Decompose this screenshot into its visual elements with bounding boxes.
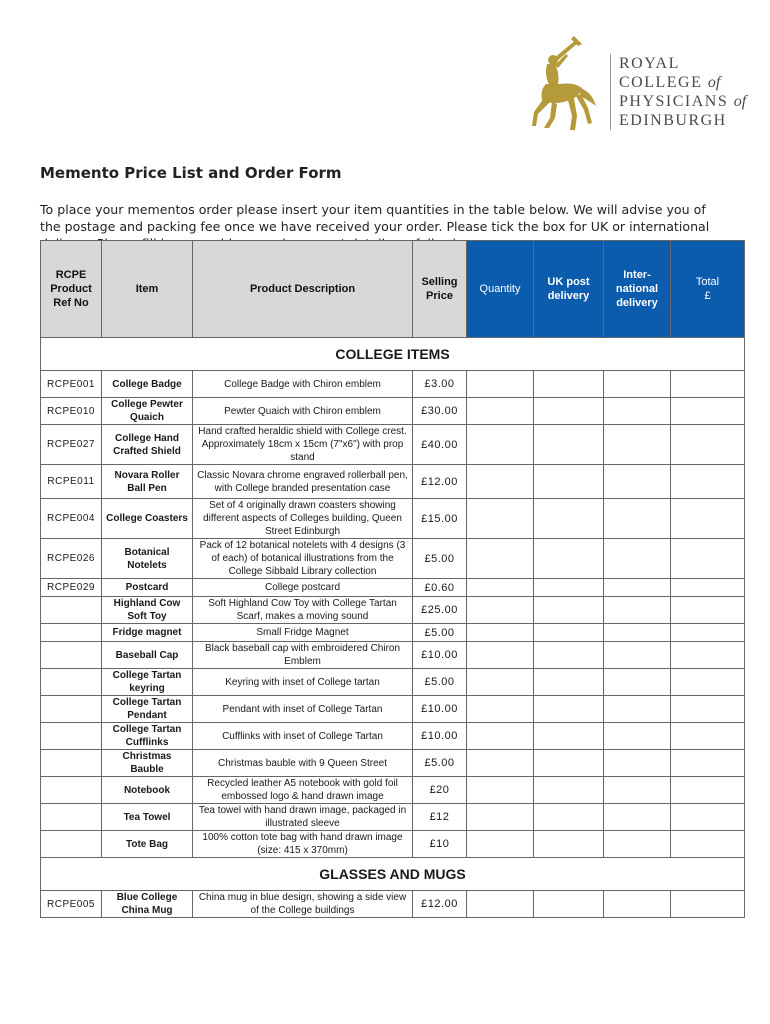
- total-cell: [671, 624, 745, 642]
- item-name-cell: College Badge: [102, 371, 193, 398]
- quantity-input-cell[interactable]: [467, 398, 534, 425]
- product-ref-cell: [41, 696, 102, 723]
- total-cell: [671, 425, 745, 465]
- uk-delivery-checkbox-cell[interactable]: [534, 579, 604, 597]
- total-cell: [671, 499, 745, 539]
- logo-line-royal: ROYAL: [619, 55, 680, 72]
- international-delivery-checkbox-cell[interactable]: [604, 398, 671, 425]
- price-cell: £0.60: [413, 579, 467, 597]
- item-name-cell: Novara Roller Ball Pen: [102, 465, 193, 499]
- price-cell: £5.00: [413, 750, 467, 777]
- table-row: [41, 425, 745, 465]
- international-delivery-checkbox-cell[interactable]: [604, 371, 671, 398]
- table-row: [41, 804, 745, 831]
- description-cell: Recycled leather A5 notebook with gold foil embossed logo & hand drawn image: [193, 777, 413, 804]
- quantity-input-cell[interactable]: [467, 499, 534, 539]
- chiron-emblem-icon: [524, 34, 604, 134]
- quantity-input-cell[interactable]: [467, 642, 534, 669]
- quantity-input-cell[interactable]: [467, 804, 534, 831]
- item-name-cell: Highland Cow Soft Toy: [102, 597, 193, 624]
- table-row: [41, 831, 745, 858]
- total-cell: [671, 465, 745, 499]
- description-cell: Cufflinks with inset of College Tartan: [193, 723, 413, 750]
- product-ref-cell: [41, 723, 102, 750]
- price-cell: £5.00: [413, 669, 467, 696]
- total-cell: [671, 539, 745, 579]
- section-row: [41, 858, 745, 891]
- uk-delivery-checkbox-cell[interactable]: [534, 804, 604, 831]
- total-cell: [671, 579, 745, 597]
- uk-delivery-checkbox-cell[interactable]: [534, 750, 604, 777]
- quantity-input-cell[interactable]: [467, 891, 534, 918]
- item-name-cell: Blue College China Mug: [102, 891, 193, 918]
- item-name-cell: Botanical Notelets: [102, 539, 193, 579]
- price-cell: £25.00: [413, 597, 467, 624]
- description-cell: 100% cotton tote bag with hand drawn image (size: 415 x 370mm): [193, 831, 413, 858]
- description-cell: China mug in blue design, showing a side view of the College buildings: [193, 891, 413, 918]
- table-row: [41, 539, 745, 579]
- logo-line-edinburgh: EDINBURGH: [619, 112, 727, 129]
- international-delivery-checkbox-cell[interactable]: [604, 696, 671, 723]
- table-row: [41, 499, 745, 539]
- table-row: [41, 777, 745, 804]
- price-cell: £12.00: [413, 891, 467, 918]
- table-row: [41, 398, 745, 425]
- header-quantity: Quantity: [467, 241, 534, 338]
- section-title: COLLEGE ITEMS: [41, 338, 745, 371]
- item-name-cell: Notebook: [102, 777, 193, 804]
- international-delivery-checkbox-cell[interactable]: [604, 750, 671, 777]
- total-cell: [671, 642, 745, 669]
- description-cell: College postcard: [193, 579, 413, 597]
- international-delivery-checkbox-cell[interactable]: [604, 579, 671, 597]
- product-ref-cell: [41, 624, 102, 642]
- total-cell: [671, 696, 745, 723]
- international-delivery-checkbox-cell[interactable]: [604, 499, 671, 539]
- product-ref-cell: RCPE005: [41, 891, 102, 918]
- quantity-input-cell[interactable]: [467, 669, 534, 696]
- table-row: [41, 624, 745, 642]
- total-cell: [671, 669, 745, 696]
- item-name-cell: College Tartan keyring: [102, 669, 193, 696]
- price-cell: £12.00: [413, 465, 467, 499]
- uk-delivery-checkbox-cell[interactable]: [534, 371, 604, 398]
- international-delivery-checkbox-cell[interactable]: [604, 891, 671, 918]
- price-cell: £5.00: [413, 624, 467, 642]
- college-logo: [524, 34, 747, 134]
- section-row: [41, 338, 745, 371]
- item-name-cell: Tote Bag: [102, 831, 193, 858]
- international-delivery-checkbox-cell[interactable]: [604, 624, 671, 642]
- uk-delivery-checkbox-cell[interactable]: [534, 465, 604, 499]
- description-cell: Black baseball cap with embroidered Chiron Emblem: [193, 642, 413, 669]
- table-row: [41, 579, 745, 597]
- international-delivery-checkbox-cell[interactable]: [604, 804, 671, 831]
- uk-delivery-checkbox-cell[interactable]: [534, 723, 604, 750]
- description-cell: Pewter Quaich with Chiron emblem: [193, 398, 413, 425]
- header-item: Item: [102, 241, 193, 338]
- item-name-cell: College Hand Crafted Shield: [102, 425, 193, 465]
- item-name-cell: College Coasters: [102, 499, 193, 539]
- table-row: [41, 371, 745, 398]
- price-cell: £10.00: [413, 696, 467, 723]
- logo-line-college: COLLEGE of: [619, 74, 721, 91]
- price-cell: £20: [413, 777, 467, 804]
- price-cell: £40.00: [413, 425, 467, 465]
- international-delivery-checkbox-cell[interactable]: [604, 465, 671, 499]
- total-cell: [671, 750, 745, 777]
- header-international-delivery: Inter- national delivery: [604, 241, 671, 338]
- price-cell: £12: [413, 804, 467, 831]
- product-ref-cell: [41, 777, 102, 804]
- section-title: GLASSES AND MUGS: [41, 858, 745, 891]
- uk-delivery-checkbox-cell[interactable]: [534, 597, 604, 624]
- price-cell: £10: [413, 831, 467, 858]
- total-cell: [671, 804, 745, 831]
- product-ref-cell: [41, 831, 102, 858]
- price-cell: £5.00: [413, 539, 467, 579]
- quantity-input-cell[interactable]: [467, 777, 534, 804]
- international-delivery-checkbox-cell[interactable]: [604, 597, 671, 624]
- table-row: [41, 723, 745, 750]
- product-ref-cell: RCPE001: [41, 371, 102, 398]
- product-ref-cell: RCPE027: [41, 425, 102, 465]
- description-cell: Christmas bauble with 9 Queen Street: [193, 750, 413, 777]
- table-row: [41, 597, 745, 624]
- item-name-cell: Postcard: [102, 579, 193, 597]
- uk-delivery-checkbox-cell[interactable]: [534, 624, 604, 642]
- description-cell: Set of 4 originally drawn coasters showing different aspects of Colleges building, Queen Street Edinburgh: [193, 499, 413, 539]
- quantity-input-cell[interactable]: [467, 465, 534, 499]
- item-name-cell: College Tartan Cufflinks: [102, 723, 193, 750]
- international-delivery-checkbox-cell[interactable]: [604, 831, 671, 858]
- uk-delivery-checkbox-cell[interactable]: [534, 499, 604, 539]
- international-delivery-checkbox-cell[interactable]: [604, 777, 671, 804]
- total-cell: [671, 371, 745, 398]
- product-ref-cell: [41, 669, 102, 696]
- description-cell: College Badge with Chiron emblem: [193, 371, 413, 398]
- table-row: [41, 696, 745, 723]
- logo-line-physicians: PHYSICIANS of: [619, 93, 747, 110]
- table-body: [41, 338, 745, 918]
- table-header-row: [41, 241, 745, 338]
- uk-delivery-checkbox-cell[interactable]: [534, 425, 604, 465]
- page-title: Memento Price List and Order Form: [40, 164, 342, 182]
- price-cell: £10.00: [413, 723, 467, 750]
- quantity-input-cell[interactable]: [467, 723, 534, 750]
- item-name-cell: Tea Towel: [102, 804, 193, 831]
- header-total: Total £: [671, 241, 745, 338]
- table-row: [41, 669, 745, 696]
- product-ref-cell: [41, 642, 102, 669]
- item-name-cell: College Tartan Pendant: [102, 696, 193, 723]
- total-cell: [671, 398, 745, 425]
- international-delivery-checkbox-cell[interactable]: [604, 642, 671, 669]
- international-delivery-checkbox-cell[interactable]: [604, 539, 671, 579]
- uk-delivery-checkbox-cell[interactable]: [534, 642, 604, 669]
- product-ref-cell: [41, 804, 102, 831]
- description-cell: Keyring with inset of College tartan: [193, 669, 413, 696]
- product-ref-cell: [41, 597, 102, 624]
- quantity-input-cell[interactable]: [467, 539, 534, 579]
- uk-delivery-checkbox-cell[interactable]: [534, 539, 604, 579]
- price-cell: £3.00: [413, 371, 467, 398]
- total-cell: [671, 597, 745, 624]
- quantity-input-cell[interactable]: [467, 750, 534, 777]
- order-table: [40, 240, 745, 918]
- description-cell: Hand crafted heraldic shield with College crest. Approximately 18cm x 15cm (7"x6") with prop stand: [193, 425, 413, 465]
- quantity-input-cell[interactable]: [467, 597, 534, 624]
- description-cell: Tea towel with hand drawn image, packaged in illustrated sleeve: [193, 804, 413, 831]
- intro-paragraph: To place your mementos order please insert your item quantities in the table below. We will advise you of the postage and packing fee once we have received your order. Please tick the box for UK or international: [40, 202, 710, 234]
- international-delivery-checkbox-cell[interactable]: [604, 723, 671, 750]
- table-row: [41, 891, 745, 918]
- total-cell: [671, 777, 745, 804]
- product-ref-cell: RCPE011: [41, 465, 102, 499]
- international-delivery-checkbox-cell[interactable]: [604, 669, 671, 696]
- logo-wordmark: [610, 54, 746, 130]
- product-ref-cell: RCPE004: [41, 499, 102, 539]
- total-cell: [671, 723, 745, 750]
- header-price: Selling Price: [413, 241, 467, 338]
- description-cell: Classic Novara chrome engraved rollerball pen, with College branded presentation case: [193, 465, 413, 499]
- price-cell: £10.00: [413, 642, 467, 669]
- quantity-input-cell[interactable]: [467, 371, 534, 398]
- table-row: [41, 642, 745, 669]
- product-ref-cell: [41, 750, 102, 777]
- description-cell: Pack of 12 botanical notelets with 4 designs (3 of each) of botanical illustrations from the College Sibbald Library collection: [193, 539, 413, 579]
- uk-delivery-checkbox-cell[interactable]: [534, 696, 604, 723]
- uk-delivery-checkbox-cell[interactable]: [534, 777, 604, 804]
- product-ref-cell: RCPE010: [41, 398, 102, 425]
- header-description: Product Description: [193, 241, 413, 338]
- price-cell: £30.00: [413, 398, 467, 425]
- quantity-input-cell[interactable]: [467, 425, 534, 465]
- description-cell: Small Fridge Magnet: [193, 624, 413, 642]
- quantity-input-cell[interactable]: [467, 696, 534, 723]
- item-name-cell: Christmas Bauble: [102, 750, 193, 777]
- uk-delivery-checkbox-cell[interactable]: [534, 398, 604, 425]
- header-uk-delivery: UK post delivery: [534, 241, 604, 338]
- price-cell: £15.00: [413, 499, 467, 539]
- quantity-input-cell[interactable]: [467, 624, 534, 642]
- description-cell: Soft Highland Cow Toy with College Tartan Scarf, makes a moving sound: [193, 597, 413, 624]
- item-name-cell: College Pewter Quaich: [102, 398, 193, 425]
- table-row: [41, 465, 745, 499]
- uk-delivery-checkbox-cell[interactable]: [534, 891, 604, 918]
- uk-delivery-checkbox-cell[interactable]: [534, 831, 604, 858]
- international-delivery-checkbox-cell[interactable]: [604, 425, 671, 465]
- quantity-input-cell[interactable]: [467, 579, 534, 597]
- quantity-input-cell[interactable]: [467, 831, 534, 858]
- description-cell: Pendant with inset of College Tartan: [193, 696, 413, 723]
- item-name-cell: Fridge magnet: [102, 624, 193, 642]
- item-name-cell: Baseball Cap: [102, 642, 193, 669]
- product-ref-cell: RCPE029: [41, 579, 102, 597]
- total-cell: [671, 831, 745, 858]
- header-ref: RCPE Product Ref No: [41, 241, 102, 338]
- uk-delivery-checkbox-cell[interactable]: [534, 669, 604, 696]
- table-row: [41, 750, 745, 777]
- product-ref-cell: RCPE026: [41, 539, 102, 579]
- total-cell: [671, 891, 745, 918]
